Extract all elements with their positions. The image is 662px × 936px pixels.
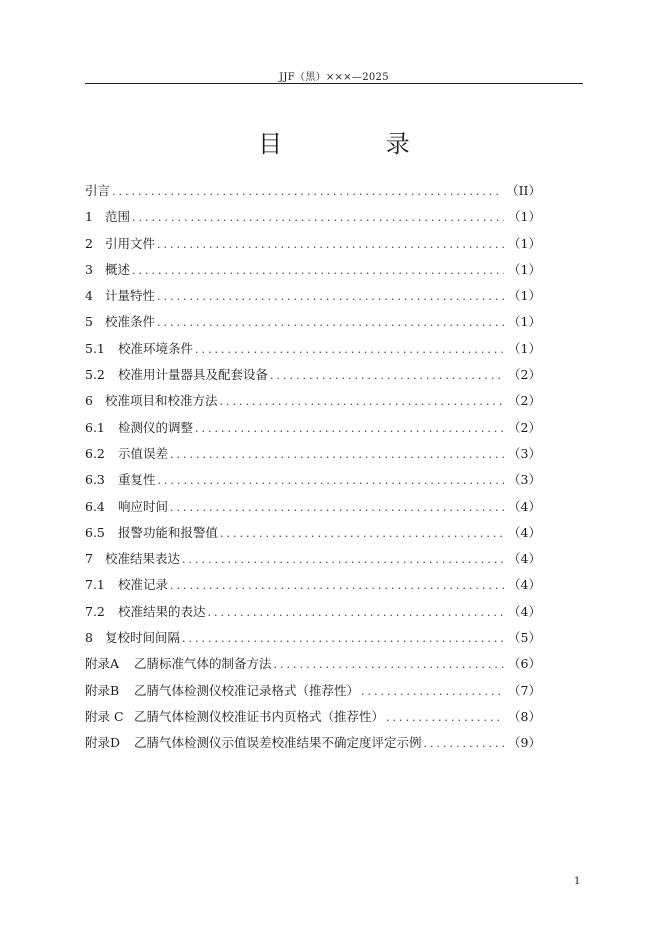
toc-leader-dots	[195, 422, 504, 435]
toc-leader-dots	[112, 185, 502, 198]
toc-entry-number: 5	[85, 314, 93, 330]
toc-leader-dots	[274, 658, 505, 671]
toc-entry-number: 6.5	[85, 524, 105, 540]
toc-entry-page: （1）	[508, 235, 541, 251]
toc-entry-page: （3）	[508, 445, 541, 461]
toc-leader-dots	[170, 579, 504, 592]
toc-entry[interactable]	[85, 207, 541, 233]
toc-entry-label: 复校时间间隔	[105, 630, 181, 646]
page-number: 1	[574, 876, 581, 887]
page-header: JJF（黑）×××—2025	[279, 72, 389, 83]
toc-entry-label: 校准结果的表达	[118, 603, 206, 619]
toc-entry[interactable]	[85, 260, 541, 286]
toc-entry-page: （9）	[508, 735, 541, 751]
toc-entry-label: 计量特性	[105, 288, 156, 304]
toc-entry-number: 1	[85, 209, 93, 225]
toc-entry-label: 乙腈气体检测仪校准证书内页格式（推荐性）	[134, 708, 385, 724]
toc-entry-label: 校准条件	[105, 314, 156, 330]
toc-entry-page: （4）	[508, 603, 541, 619]
toc-entry-label: 乙腈标准气体的制备方法	[134, 656, 272, 672]
toc-entry-label: 示值误差	[118, 445, 169, 461]
toc-entry-label: 乙腈气体检测仪示值误差校准结果不确定度评定示例	[134, 735, 422, 751]
toc-entry[interactable]	[85, 523, 541, 549]
toc-entry[interactable]	[85, 707, 541, 733]
toc-entry[interactable]	[85, 628, 541, 654]
toc-entry-page: （2）	[508, 419, 541, 435]
toc-entry-page: （4）	[508, 551, 541, 567]
toc-entry-label: 校准结果表达	[105, 551, 181, 567]
toc-entry-page: （8）	[508, 708, 541, 724]
toc-entry[interactable]	[85, 470, 541, 496]
toc-entry-label: 重复性	[118, 472, 156, 488]
toc-leader-dots	[361, 685, 504, 698]
toc-leader-dots	[158, 474, 505, 487]
toc-entry-label: 校准记录	[118, 577, 169, 593]
toc-entry-number: 2	[85, 235, 93, 251]
toc-entry-page: （6）	[508, 656, 541, 672]
toc-leader-dots	[132, 211, 504, 224]
toc-entry-label: 引言	[85, 183, 111, 198]
toc-leader-dots	[270, 369, 504, 382]
toc-entry[interactable]	[85, 549, 541, 575]
toc-entry-label: 校准环境条件	[118, 340, 194, 356]
toc-entry[interactable]	[85, 339, 541, 365]
toc-entry-page: （1）	[508, 340, 541, 356]
toc-entry[interactable]	[85, 312, 541, 338]
toc-entry-number: 6.2	[85, 445, 105, 461]
toc-entry[interactable]	[85, 497, 541, 523]
toc-entry-number: 8	[85, 630, 93, 646]
toc-leader-dots	[220, 527, 504, 540]
toc-entry-number: 5.1	[85, 340, 105, 356]
toc-entry-number: 4	[85, 288, 93, 304]
toc-entry[interactable]	[85, 575, 541, 601]
toc-entry-page: （5）	[508, 630, 541, 646]
toc-leader-dots	[157, 316, 504, 329]
toc-leader-dots	[208, 606, 505, 619]
toc-entry-page: （7）	[508, 682, 541, 698]
toc-entry-label: 报警功能和报警值	[118, 524, 219, 540]
toc-entry-number: 3	[85, 261, 93, 277]
toc-entry[interactable]	[85, 181, 541, 207]
toc-entry[interactable]	[85, 654, 541, 680]
toc-entry-number: 6.4	[85, 498, 105, 514]
toc-leader-dots	[157, 238, 504, 251]
toc-entry-label: 概述	[105, 261, 131, 277]
toc-entry-number: 附录B	[85, 682, 120, 698]
toc-entry-label: 乙腈气体检测仪校准记录格式（推荐性）	[134, 682, 360, 698]
toc-entry[interactable]	[85, 234, 541, 260]
toc-leader-dots	[132, 264, 504, 277]
toc-entry-page: （2）	[508, 367, 541, 383]
toc-entry-number: 7.2	[85, 603, 105, 619]
toc-leader-dots	[170, 448, 504, 461]
header-rule	[85, 83, 583, 84]
toc-entry-number: 6.3	[85, 472, 105, 488]
toc-leader-dots	[182, 553, 504, 566]
toc-entry[interactable]	[85, 286, 541, 312]
toc-entry-page: （4）	[508, 498, 541, 514]
table-of-contents	[85, 181, 541, 760]
toc-entry-page: （1）	[508, 288, 541, 304]
page-title: 目 录	[258, 130, 458, 158]
toc-entry-page: （1）	[508, 261, 541, 277]
toc-entry-number: 5.2	[85, 367, 105, 383]
toc-leader-dots	[386, 711, 504, 724]
toc-entry-number: 7	[85, 551, 93, 567]
toc-entry-label: 校准用计量器具及配套设备	[118, 367, 269, 383]
toc-entry-page: （4）	[508, 577, 541, 593]
toc-leader-dots	[220, 395, 505, 408]
toc-entry[interactable]	[85, 733, 541, 759]
toc-entry[interactable]	[85, 444, 541, 470]
toc-entry-page: （1）	[508, 209, 541, 225]
toc-leader-dots	[182, 632, 504, 645]
toc-entry-label: 校准项目和校准方法	[105, 393, 218, 409]
toc-entry-page: （2）	[508, 393, 541, 409]
toc-entry-number: 附录A	[85, 656, 120, 672]
toc-entry-number: 7.1	[85, 577, 105, 593]
toc-entry-page: （4）	[508, 524, 541, 540]
toc-entry-page: （3）	[508, 472, 541, 488]
toc-leader-dots	[157, 290, 504, 303]
toc-leader-dots	[424, 737, 505, 750]
toc-entry[interactable]	[85, 418, 541, 444]
toc-entry-label: 范围	[105, 209, 131, 225]
toc-entry-number: 附录D	[85, 735, 121, 751]
toc-entry-page: （1）	[508, 314, 541, 330]
toc-entry-label: 检测仪的调整	[118, 419, 194, 435]
toc-leader-dots	[195, 343, 504, 356]
toc-entry-page: （II）	[506, 183, 541, 198]
toc-entry[interactable]	[85, 681, 541, 707]
toc-entry-number: 6.1	[85, 419, 105, 435]
toc-entry[interactable]	[85, 602, 541, 628]
toc-entry-label: 引用文件	[105, 235, 156, 251]
toc-entry-number: 6	[85, 393, 93, 409]
toc-entry-label: 响应时间	[118, 498, 169, 514]
toc-entry[interactable]	[85, 365, 541, 391]
toc-entry[interactable]	[85, 391, 541, 417]
toc-entry-number: 附录 C	[85, 708, 124, 724]
toc-leader-dots	[170, 501, 504, 514]
